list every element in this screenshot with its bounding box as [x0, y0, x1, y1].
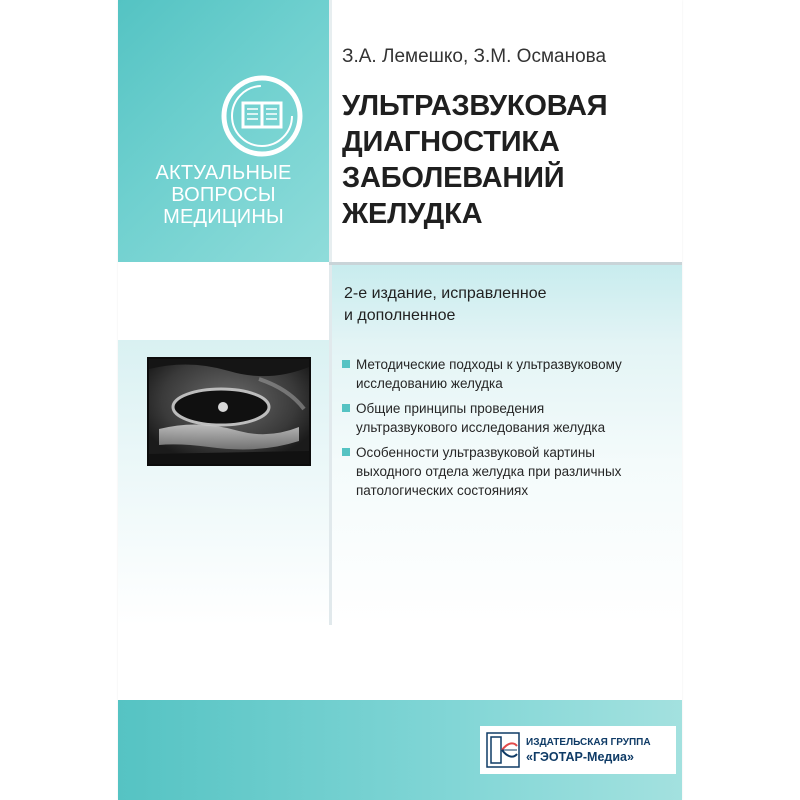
- edition-line-1: 2-е издание, исправленное: [344, 285, 547, 302]
- publisher-line-1: ИЗДАТЕЛЬСКАЯ ГРУППА: [526, 737, 651, 748]
- series-line-2: ВОПРОСЫ: [171, 184, 276, 206]
- bullet-text: патологических состояниях: [356, 483, 529, 498]
- bullet-item: [342, 399, 672, 437]
- book-icon: [219, 73, 305, 159]
- title-line-4: ЖЕЛУДКА: [342, 198, 483, 230]
- publisher-text: [526, 736, 651, 764]
- edition-info: [344, 283, 547, 327]
- ultrasound-scan: [149, 359, 309, 464]
- authors: З.А. Лемешко, З.М. Османова: [342, 46, 607, 67]
- series-line-1: АКТУАЛЬНЫЕ: [155, 162, 292, 184]
- publisher-name: «ГЭОТАР-Медиа»: [526, 750, 634, 764]
- title-line-1: УЛЬТРАЗВУКОВАЯ: [342, 90, 608, 122]
- publisher-logo-icon: [486, 732, 520, 768]
- bullet-item: [342, 355, 672, 393]
- bullet-text: Общие принципы проведения: [356, 401, 545, 416]
- series-line-3: МЕДИЦИНЫ: [163, 206, 284, 228]
- ultrasound-image: [147, 357, 311, 466]
- title-line-2: ДИАГНОСТИКА: [342, 126, 560, 158]
- book-title: [342, 88, 672, 232]
- bullet-text: Методические подходы к ультразвуковому: [356, 357, 622, 372]
- bullet-text: Особенности ультразвуковой картины: [356, 445, 596, 460]
- series-block: [118, 0, 329, 262]
- bullet-item: [342, 443, 672, 500]
- bullet-text: исследованию желудка: [356, 376, 503, 391]
- bullet-square-icon: [342, 448, 350, 456]
- bullet-text: выходного отдела желудка при различных: [356, 464, 622, 479]
- vertical-divider: [329, 0, 332, 262]
- bullet-square-icon: [342, 360, 350, 368]
- bullet-list: [342, 355, 672, 506]
- bullet-square-icon: [342, 404, 350, 412]
- bullet-text: ультразвукового исследования желудка: [356, 420, 606, 435]
- publisher-box: [480, 726, 676, 774]
- title-line-3: ЗАБОЛЕВАНИЙ: [342, 162, 565, 194]
- series-label: [118, 162, 329, 228]
- panel-separator: [329, 265, 332, 625]
- edition-line-2: и дополненное: [344, 307, 456, 324]
